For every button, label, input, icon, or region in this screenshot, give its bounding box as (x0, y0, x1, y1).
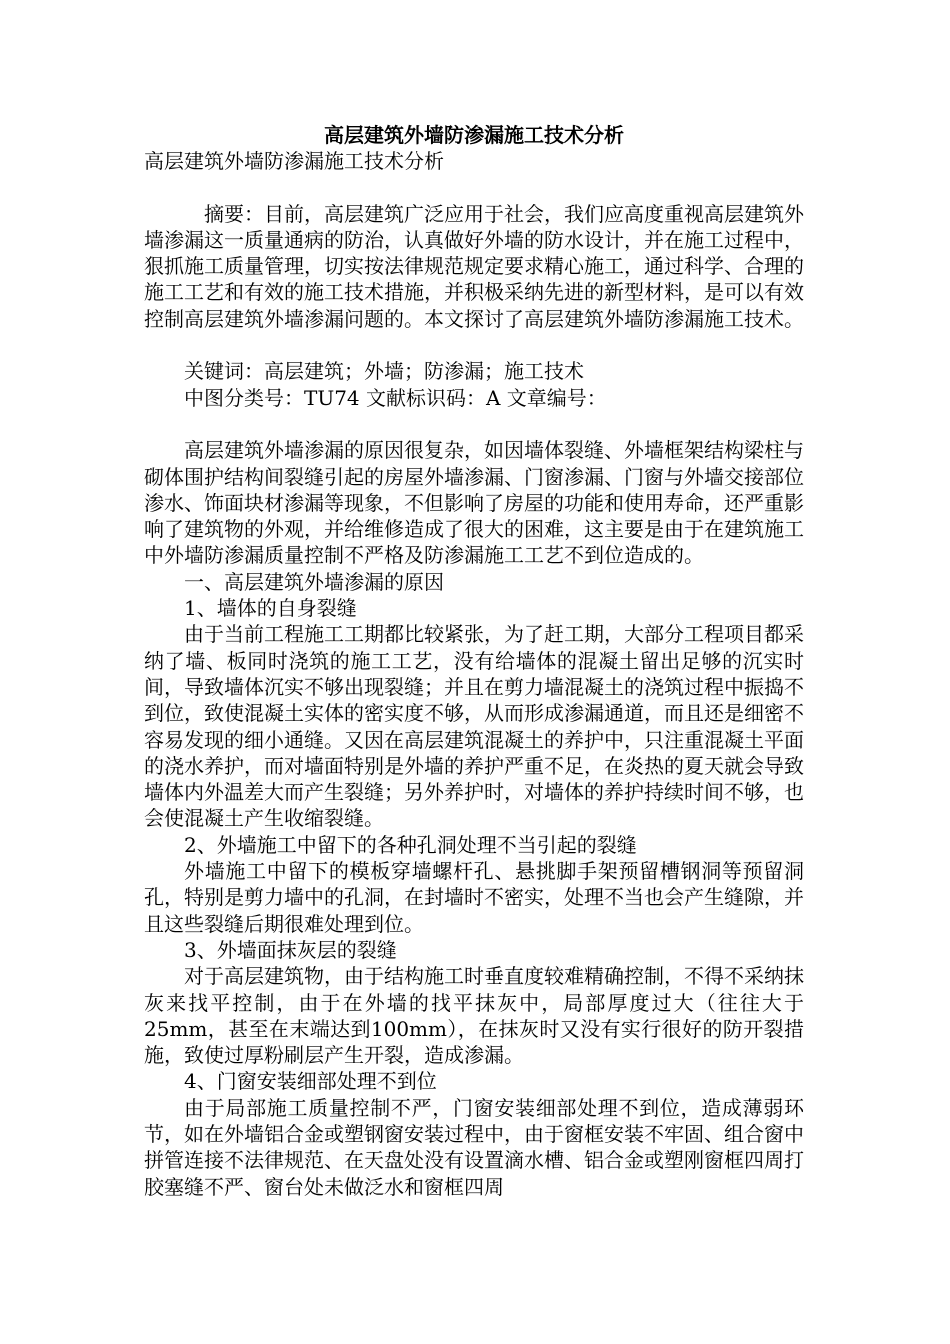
body-paragraph: 对于高层建筑物，由于结构施工时垂直度较难精确控制，不得不采纳抹灰来找平控制，由于在外墙的找平抹灰中，局部厚度过大（往往大于25mm，甚至在末端达到100mm），在抹灰时又没有实行很好的防开裂措施，致使过厚粉刷层产生开裂，造成渗漏。 (144, 964, 804, 1068)
body-paragraph: 外墙施工中留下的模板穿墙螺杆孔、悬挑脚手架预留槽钢洞等预留洞孔，特别是剪力墙中的孔洞，在封墙时不密实，处理不当也会产生缝隙，并且这些裂缝后期很难处理到位。 (144, 859, 804, 936)
subsection-heading: 4、门窗安装细部处理不到位 (184, 1069, 437, 1094)
blank-line (144, 174, 804, 200)
body-paragraph: 由于当前工程施工工期都比较紧张，为了赶工期，大部分工程项目都采纳了墙、板同时浇筑的施工工艺，没有给墙体的混凝土留出足够的沉实时间，导致墙体沉实不够出现裂缝；并且在剪力墙混凝土的浇筑过程中振捣不到位，致使混凝土实体的密实度不够，从而形成渗漏通道，而且还是细密不容易发现的细小通缝。又因在高层建筑混凝土的养护中，只注重混凝土平面的浇水养护，而对墙面特别是外墙的养护严重不足，在炎热的夏天就会导致墙体内外温差大而产生裂缝；另外养护时，对墙体的养护持续时间不够，也会使混凝土产生收缩裂缝。 (144, 622, 804, 831)
subsection-heading: 3、外墙面抹灰层的裂缝 (184, 937, 397, 962)
blank-line (144, 411, 804, 437)
body-paragraph: 由于局部施工质量控制不严，门窗安装细部处理不到位，造成薄弱环节，如在外墙铝合金或塑钢窗安装过程中，由于窗框安装不牢固、组合窗中拼管连接不法律规范、在天盘处没有设置滴水槽、铝合金或塑刚窗框四周打胶塞缝不严、窗台处未做泛水和窗框四周 (144, 1095, 804, 1199)
document-title: 高层建筑外墙防渗漏施工技术分析 (324, 123, 624, 147)
keywords-line: 关键词：高层建筑；外墙；防渗漏；施工技术 (184, 359, 584, 384)
blank-line (144, 332, 804, 358)
document-body (144, 122, 804, 1200)
section-heading: 一、高层建筑外墙渗漏的原因 (184, 569, 444, 594)
subsection-heading: 2、外墙施工中留下的各种孔洞处理不当引起的裂缝 (184, 832, 637, 857)
document-subtitle: 高层建筑外墙防渗漏施工技术分析 (144, 149, 444, 173)
intro-paragraph: 高层建筑外墙渗漏的原因很复杂，如因墙体裂缝、外墙框架结构梁柱与砌体围护结构间裂缝引起的房屋外墙渗漏、门窗渗漏、门窗与外墙交接部位渗水、饰面块材渗漏等现象，不但影响了房屋的功能和使用寿命，还严重影响了建筑物的外观，并给维修造成了很大的困难，这主要是由于在建筑施工中外墙防渗漏质量控制不严格及防渗漏施工工艺不到位造成的。 (144, 438, 804, 568)
abstract-paragraph: 摘要：目前，高层建筑广泛应用于社会，我们应高度重视高层建筑外墙渗漏这一质量通病的防治，认真做好外墙的防水设计，并在施工过程中，狠抓施工质量管理，切实按法律规范规定要求精心施工，通过科学、合理的施工工艺和有效的施工技术措施，并积极采纳先进的新型材料，是可以有效控制高层建筑外墙渗漏问题的。本文探讨了高层建筑外墙防渗漏施工技术。 (144, 201, 804, 331)
classification-line: 中图分类号：TU74 文献标识码：A 文章编号： (184, 385, 607, 410)
subsection-heading: 1、墙体的自身裂缝 (184, 596, 357, 621)
